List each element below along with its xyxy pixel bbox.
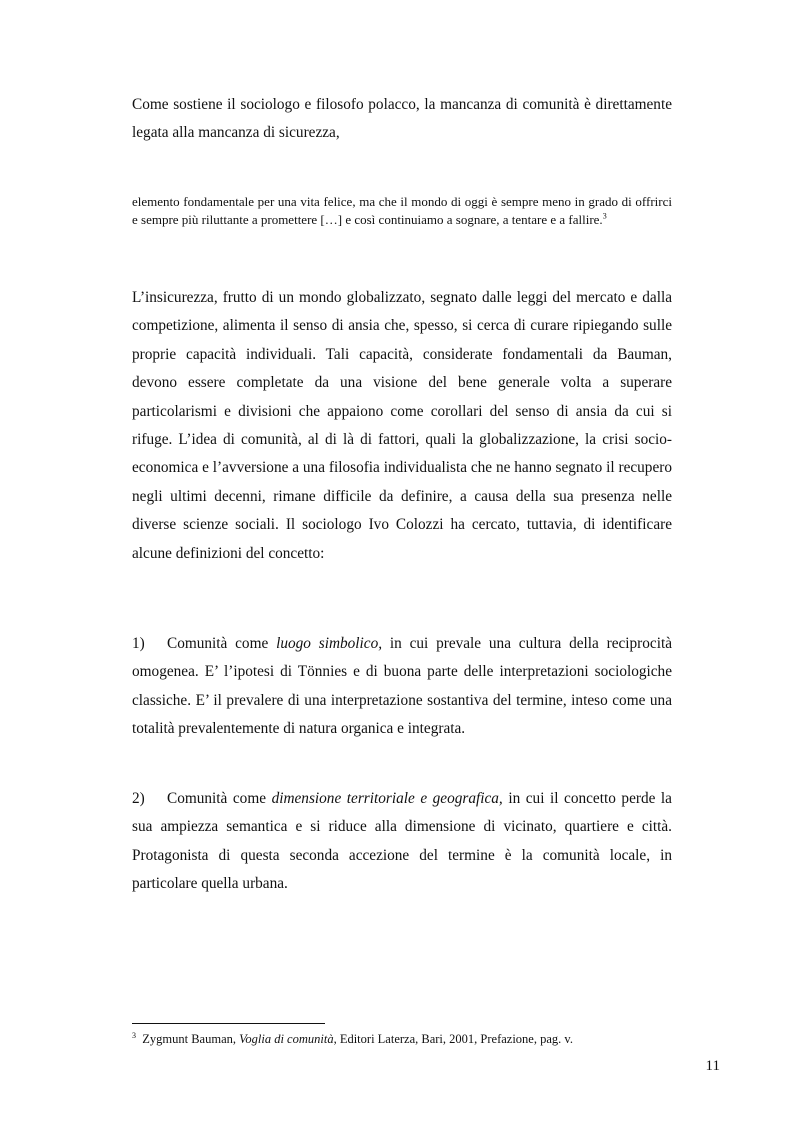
page-number: 11 (705, 1058, 720, 1074)
block-quote-text: elemento fondamentale per una vita felice, ma che il mondo di oggi è sempre meno in grado di offrirci e sempre più riluttante a promettere […] e così continuiamo a sognare, a tentare e a fallire. (132, 194, 672, 227)
list-item-1-lead: Comunità come (167, 635, 277, 652)
list-item-1-emphasis: luogo simbolico, (276, 635, 383, 652)
footnote-number: 3 (132, 1030, 136, 1040)
paragraph-intro-text: Come sostiene il sociologo e filosofo polacco, la mancanza di comunità è direttamente legata alla mancanza di sicurezza, (132, 96, 672, 142)
footnote-details: , Editori Laterza, Bari, 2001, Prefazione, pag. v. (333, 1032, 573, 1046)
footnote-author: Zygmunt Bauman, (142, 1032, 240, 1046)
footnote-divider (132, 1023, 325, 1024)
list-item-2 (132, 785, 672, 899)
list-item-1-rest: in cui prevale una cultura della reciprocità omogenea. E’ l’ipotesi di Tönnies e di buona parte delle interpretazioni sociologiche classiche. E’ il prevalere di una interpretazione sostantiva del termine, inteso come una totalità prevalentemente di natura organica e integrata. (132, 635, 672, 738)
footnote-title: Voglia di comunità (239, 1032, 334, 1046)
paragraph-intro (132, 91, 672, 148)
footnote-reference: 3 (602, 211, 607, 221)
paragraph-insicurezza-text: L’insicurezza, frutto di un mondo globalizzato, segnato dalle leggi del mercato e dalla competizione, alimenta il senso di ansia che, spesso, si cerca di curare ripiegando sulle proprie capacità individuali. Tali capacità, considerate fondamentali da Bauman, devono essere completate da una visione del bene generale volta a superare particolarismi e divisioni che appaiono come corollari del senso di ansia da cui si rifuge. L’idea di comunità, al di là di fattori, quali la globalizzazione, la crisi socio-economica e l’avversione a una filosofia individualista che ne hanno segnato il recupero negli ultimi decenni, rimane difficile da definire, a causa della sua presenza nelle diverse scienze sociali. Il sociologo Ivo Colozzi ha cercato, tuttavia, di identificare alcune definizioni del concetto: (132, 289, 672, 562)
paragraph-insicurezza (132, 284, 672, 568)
list-item-1 (132, 630, 672, 744)
block-quote (132, 193, 672, 228)
footnote (132, 1030, 692, 1048)
list-item-2-rest: in cui il concetto perde la sua ampiezza semantica e si riduce alla dimensione di vicinato, quartiere e città. Protagonista di questa seconda accezione del termine è la comunità locale, in particolare quella urbana. (132, 790, 672, 893)
list-item-2-number: 2) (132, 790, 145, 807)
list-item-2-emphasis: dimensione territoriale e geografica, (271, 790, 503, 807)
list-item-2-lead: Comunità come (167, 790, 272, 807)
list-item-1-number: 1) (132, 635, 145, 652)
